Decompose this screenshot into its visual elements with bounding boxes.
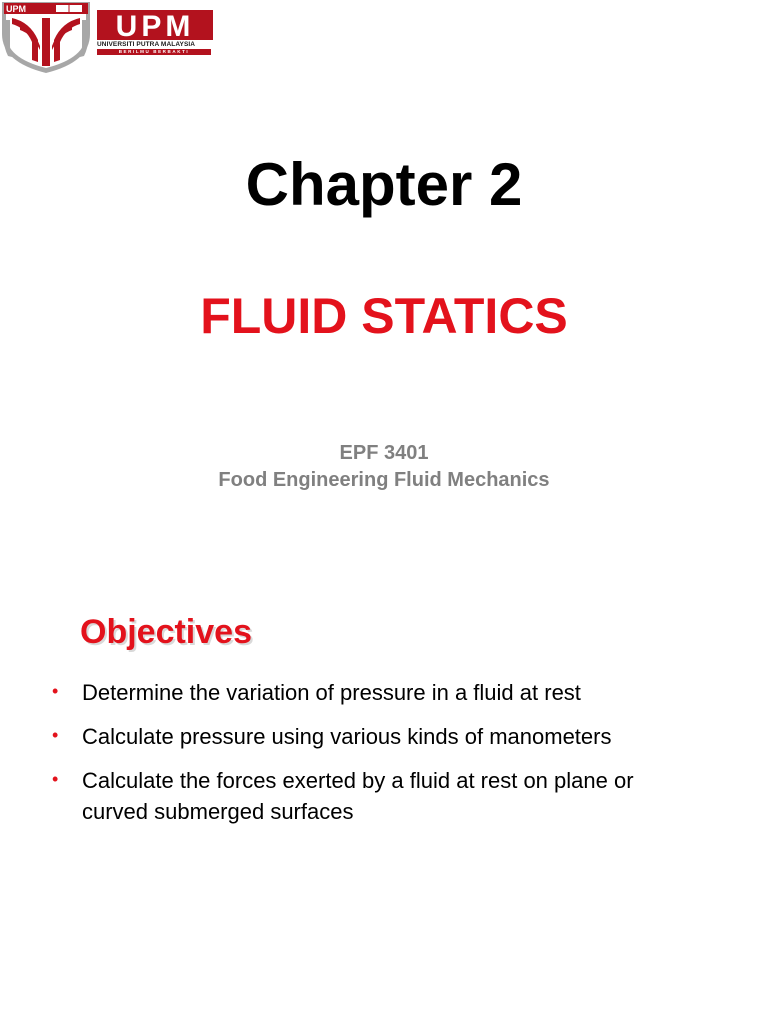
wordmark-text: UPM — [115, 10, 195, 43]
objectives-heading: Objectives — [80, 613, 252, 651]
subject-title: FLUID STATICS — [200, 288, 568, 344]
objective-text: Calculate pressure using various kinds of manometers — [82, 724, 612, 749]
svg-text:UPM: UPM — [6, 4, 26, 14]
university-motto: BERILMU BERBAKTI — [97, 49, 211, 55]
course-code: EPF 3401 — [339, 442, 429, 464]
objective-text: Calculate the forces exerted by a fluid at rest on plane or curved submerged surfaces — [82, 768, 634, 824]
bullet-icon: • — [52, 725, 59, 745]
bullet-icon: • — [52, 769, 59, 789]
upm-crest-icon — [0, 0, 92, 74]
chapter-title: Chapter 2 — [245, 151, 523, 218]
objective-item — [52, 677, 642, 708]
objectives-list — [0, 677, 768, 840]
upm-logo — [0, 0, 220, 76]
objective-item — [52, 721, 642, 752]
objective-item — [52, 765, 642, 827]
university-name: UNIVERSITI PUTRA MALAYSIA — [97, 41, 196, 48]
objective-text: Determine the variation of pressure in a fluid at rest — [82, 680, 581, 705]
bullet-icon: • — [52, 681, 59, 701]
course-name: Food Engineering Fluid Mechanics — [218, 469, 550, 491]
